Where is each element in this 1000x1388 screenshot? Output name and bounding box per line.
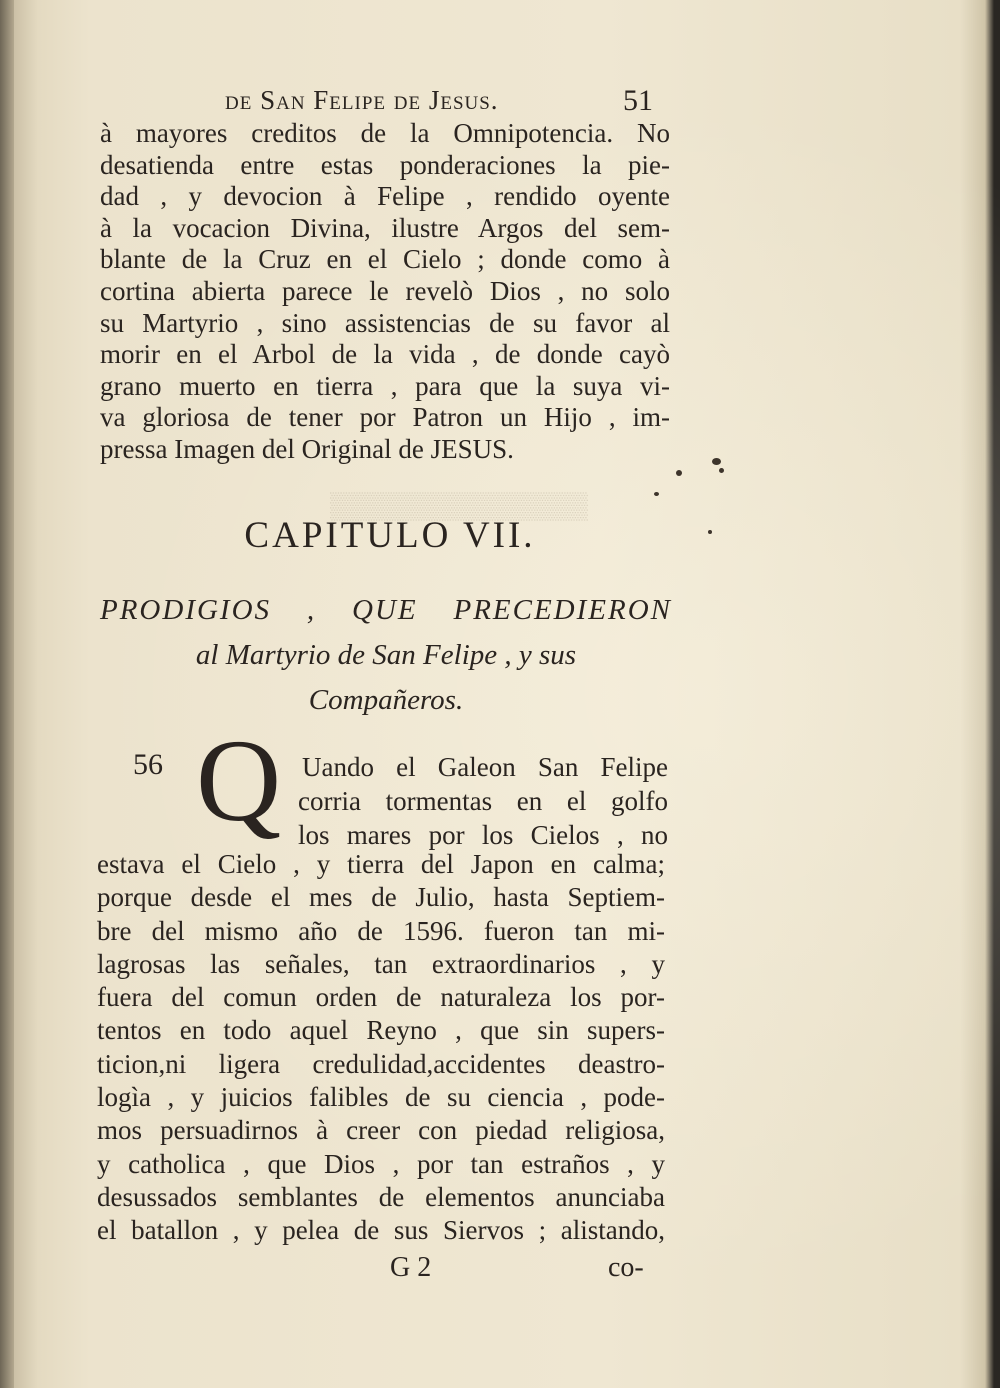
text-line: logìa , y juicios falibles de su ciencia , pode- [97,1082,665,1113]
chapter-title: CAPITULO VII. [244,515,536,556]
text-line: estava el Cielo , y tierra del Japon en calma; [97,849,665,879]
text-line: porque desde el mes de Julio, hasta Septiem- [97,882,665,913]
text-line: cortina abierta parece le revelò Dios , no solo [100,275,670,306]
ink-spot [719,468,724,473]
text-line: mos persuadirnos à creer con piedad religiosa, [97,1115,665,1146]
text-line: ticion,ni ligera credulidad,accidentes deastro- [97,1048,665,1079]
paragraph-number: 56 [133,748,163,781]
text-line: su Martyrio , sino assistencias de su favor al [100,307,670,338]
subtitle-line: PRODIGIOS , QUE PRECEDIERON [100,594,672,626]
text-line: corria tormentas en el golfo [298,786,668,816]
chapter-subtitle [100,588,672,723]
text-line: blante de la Cruz en el Cielo ; donde como à [100,244,670,275]
text-line: Uando el Galeon San Felipe [302,752,668,782]
page-number: 51 [623,84,653,117]
text-line: el batallon , y pelea de sus Siervos ; alistando, [97,1215,665,1246]
ink-spot [654,492,659,496]
text-line: bre del mismo año de 1596. fueron tan mi- [97,915,665,946]
text-line: los mares por los Cielos , no [298,820,668,850]
text-line: desatienda entre estas ponderaciones la pie- [100,149,670,180]
text-line: va gloriosa de tener por Patron un Hijo , im- [100,402,670,433]
page-gutter-edge [0,0,14,1388]
show-through-texture: ▒▒▒▒▒▒▒▒▒▒▒▒▒▒ [330,491,588,520]
text-line: lagrosas las señales, tan extraordinarios , y [97,948,665,979]
signature-mark: G 2 [390,1252,432,1283]
text-line: à mayores creditos de la Omnipotencia. No [100,118,670,148]
body-paragraph [97,848,665,1248]
text-line: à la vocacion Divina, ilustre Argos del sem- [100,212,670,243]
ink-spot [708,530,712,534]
text-line: y catholica , que Dios , por tan estraños , y [97,1148,665,1179]
text-line: desussados semblantes de elementos anunciaba [97,1181,665,1212]
subtitle-line: al Martyrio de San Felipe , y sus [195,639,577,671]
drop-cap-initial: Q [196,715,282,846]
indented-lines [298,750,668,852]
subtitle-line: Compañeros. [308,684,464,716]
text-line: grano muerto en tierra , para que la suya vi- [100,370,670,401]
text-line: fuera del comun orden de naturaleza los por- [97,982,665,1013]
catchword: co- [608,1252,644,1283]
top-paragraph [100,118,670,466]
ink-spot [676,470,682,476]
ink-spot [712,458,721,465]
text-line: morir en el Arbol de la vida , de donde cayò [100,339,670,370]
running-head: de San Felipe de Jesus. [225,85,499,115]
text-line: pressa Imagen del Original de JESUS. [100,433,514,464]
text-line: tentos en todo aquel Reyno , que sin supers- [97,1015,665,1046]
text-line: dad , y devocion à Felipe , rendido oyente [100,181,670,212]
